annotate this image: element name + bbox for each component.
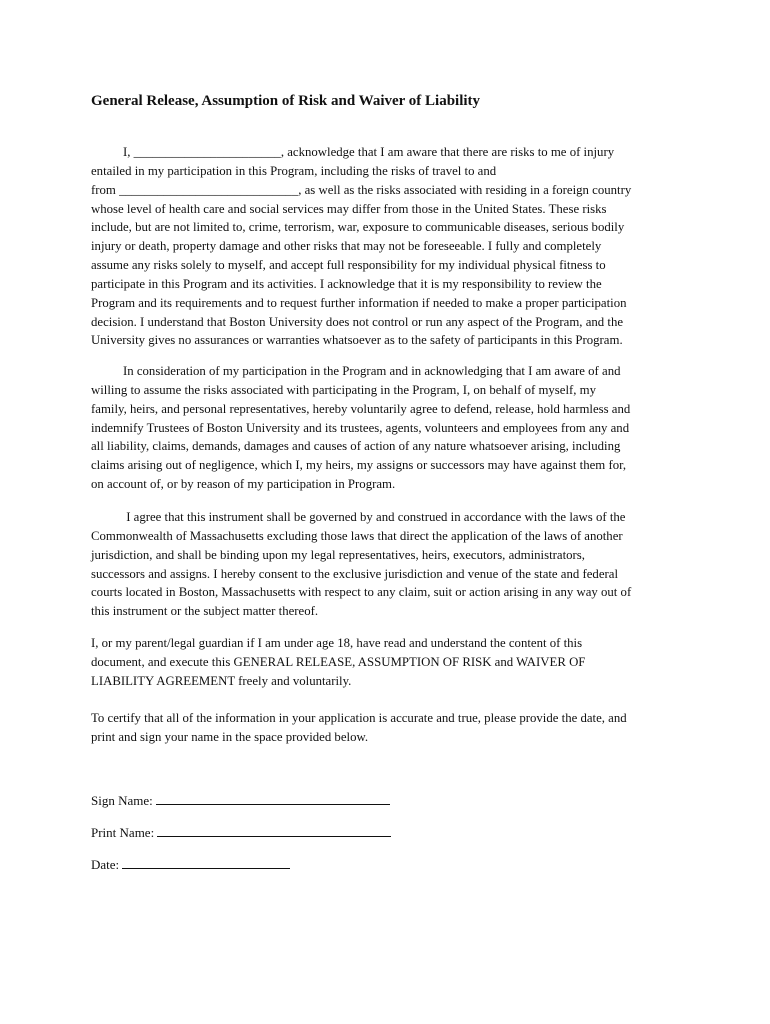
paragraph-agreement [91,634,683,691]
text-line: this instrument or the subject matter thereof. [91,604,319,619]
document-title: General Release, Assumption of Risk and Waiver of Liability [91,93,481,109]
text-line: entailed in my participation in this Program, including the risks of travel to and [91,163,497,178]
text-line: decision. I understand that Boston University does not control or run any aspect of the Program, and the [91,314,624,329]
print-name-field[interactable] [157,824,391,837]
text-line: all liability, claims, demands, damages and causes of action of any nature whatsoever arising, including [91,439,621,454]
text-line: assume any risks solely to myself, and accept full responsibility for my individual physical fitness to [91,258,606,273]
paragraph-acknowledgement [91,143,683,350]
paragraph-consideration [91,362,683,494]
text-line: University gives no assurances or warranties whatsoever as to the safety of participants in this Program. [91,333,623,348]
paragraph-certify [91,709,683,747]
text-line: on account of, or by reason of my participation in Program. [91,477,396,492]
text-line: family, heirs, and personal representatives, hereby voluntarily agree to defend, release, hold harmless and [91,401,631,416]
text-line: injury or death, property damage and other risks that may not be foreseeable. I fully and completely [91,239,602,254]
text-line: whose level of health care and social services may differ from those in the United States. These risks [91,201,607,216]
text-line: print and sign your name in the space provided below. [91,729,369,744]
text-line: I agree that this instrument shall be governed by and construed in accordance with the laws of the [91,510,626,524]
print-name-row [91,824,391,841]
text-line: claims arising out of negligence, which I, my heirs, my assigns or successors may have against them for, [91,458,627,473]
text-line: include, but are not limited to, crime, terrorism, war, exposure to communicable diseases, serious bodily [91,220,625,235]
text-line: To certify that all of the information in your application is accurate and true, please provide the date, and [91,711,627,725]
date-row [91,856,290,873]
text-line: I, _______________________, acknowledge that I am aware that there are risks to me of injury [91,145,615,159]
print-name-label: Print Name: [91,825,155,840]
text-line: In consideration of my participation in the Program and in acknowledging that I am aware of and [91,364,621,378]
text-line: participate in this Program and its activities. I acknowledge that it is my responsibility to review the [91,276,602,291]
text-line: from ____________________________, as well as the risks associated with residing in a foreign country [91,182,632,197]
sign-name-field[interactable] [156,792,390,805]
date-label: Date: [91,857,120,872]
sign-name-label: Sign Name: [91,793,153,808]
text-line: indemnify Trustees of Boston University and its trustees, agents, volunteers and employees from any and [91,420,630,435]
text-line: courts located in Boston, Massachusetts with respect to any claim, suit or action arising in any way out of [91,585,632,600]
text-line: Program and its requirements and to request further information if needed to make a proper participation [91,295,627,310]
text-line: LIABILITY AGREEMENT freely and voluntarily. [91,673,352,688]
text-line: document, and execute this GENERAL RELEASE, ASSUMPTION OF RISK and WAIVER OF [91,654,586,669]
text-line: jurisdiction, and shall be binding upon my legal representatives, heirs, executors, administrators, [91,547,585,562]
sign-name-row [91,792,390,809]
text-line: willing to assume the risks associated with participating in the Program, I, on behalf of myself, my [91,382,597,397]
text-line: successors and assigns. I hereby consent to the exclusive jurisdiction and venue of the state and federal [91,566,618,581]
text-line: Commonwealth of Massachusetts excluding those laws that direct the application of the laws of another [91,528,623,543]
text-line: I, or my parent/legal guardian if I am under age 18, have read and understand the content of this [91,636,583,650]
date-field[interactable] [122,856,290,869]
paragraph-governing-law [91,508,683,621]
